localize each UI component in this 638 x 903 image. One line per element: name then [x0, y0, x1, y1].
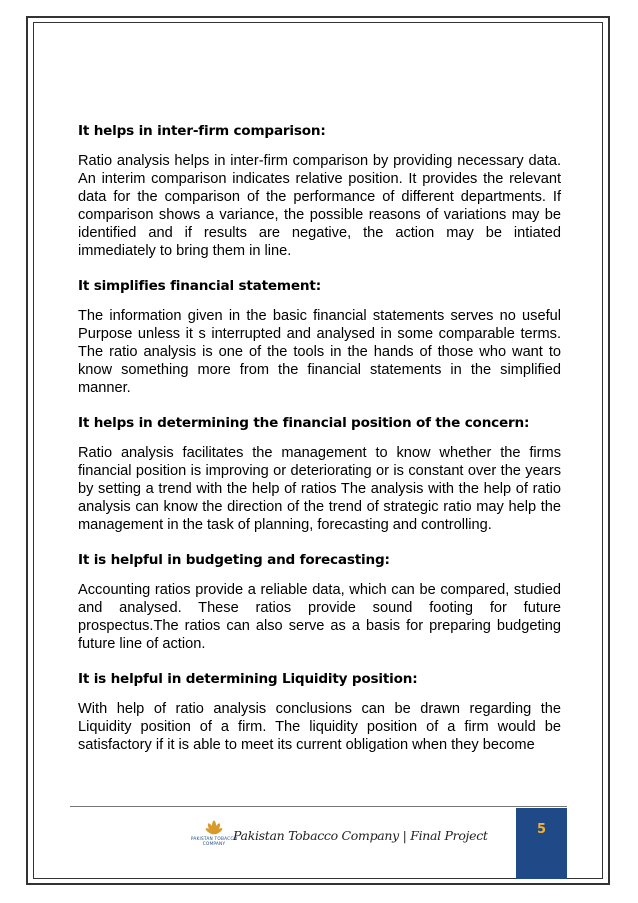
section-paragraph: Accounting ratios provide a reliable data, which can be compared, studied and analysed. These ratios provide sound footing for future prospectus.The ratios can also serve as a basis for preparing budgeting future line of action. [78, 582, 561, 652]
section-heading: It is helpful in budgeting and forecasting: [78, 552, 390, 568]
section-financial-position [78, 414, 561, 534]
document-body [78, 122, 561, 771]
page-number-box [516, 808, 567, 879]
section-simplifies-financial-statement [78, 277, 561, 397]
company-logo [190, 820, 238, 850]
page-number: 5 [536, 822, 547, 837]
footer-title: Pakistan Tobacco Company | Final Project [233, 828, 488, 843]
logo-text-line2: COMPANY [202, 842, 226, 847]
section-paragraph: Ratio analysis facilitates the management to know whether the firms financial position is improving or deteriorating or is constant over the years by setting a trend with the help of ratios The analysis with the help of ratio analysis can know the direction of the trend of strategic ratio may help the management in the task of planning, forecasting and controlling. [78, 445, 561, 533]
section-budgeting-forecasting [78, 551, 561, 653]
footer-divider [70, 806, 567, 807]
section-heading: It simplifies financial statement: [78, 278, 321, 294]
section-heading: It is helpful in determining Liquidity position: [78, 671, 418, 687]
section-liquidity-position [78, 670, 561, 754]
section-paragraph: The information given in the basic financial statements serves no useful Purpose unless it s interrupted and analysed in some comparable terms. The ratio analysis is one of the tools in the hands of those who want to know something more from the financial statements in the simplified manner. [78, 308, 561, 396]
logo-text-line1: PAKISTAN TOBACCO [190, 837, 238, 842]
leaf-logo-icon [190, 820, 238, 837]
section-paragraph: With help of ratio analysis conclusions can be drawn regarding the Liquidity position of a firm. The liquidity position of a firm would be satisfactory if it is able to meet its current obligation when they become [78, 701, 561, 753]
section-heading: It helps in determining the financial position of the concern: [78, 415, 530, 431]
section-heading: It helps in inter-firm comparison: [78, 123, 326, 139]
section-paragraph: Ratio analysis helps in inter-firm comparison by providing necessary data. An interim comparison indicates relative position. It provides the relevant data for the comparison of the performance of different departments. If comparison shows a variance, the possible reasons of variations may be identified and if results are negative, the action may be intiated immediately to bring them in line. [78, 153, 561, 259]
section-inter-firm-comparison [78, 122, 561, 260]
